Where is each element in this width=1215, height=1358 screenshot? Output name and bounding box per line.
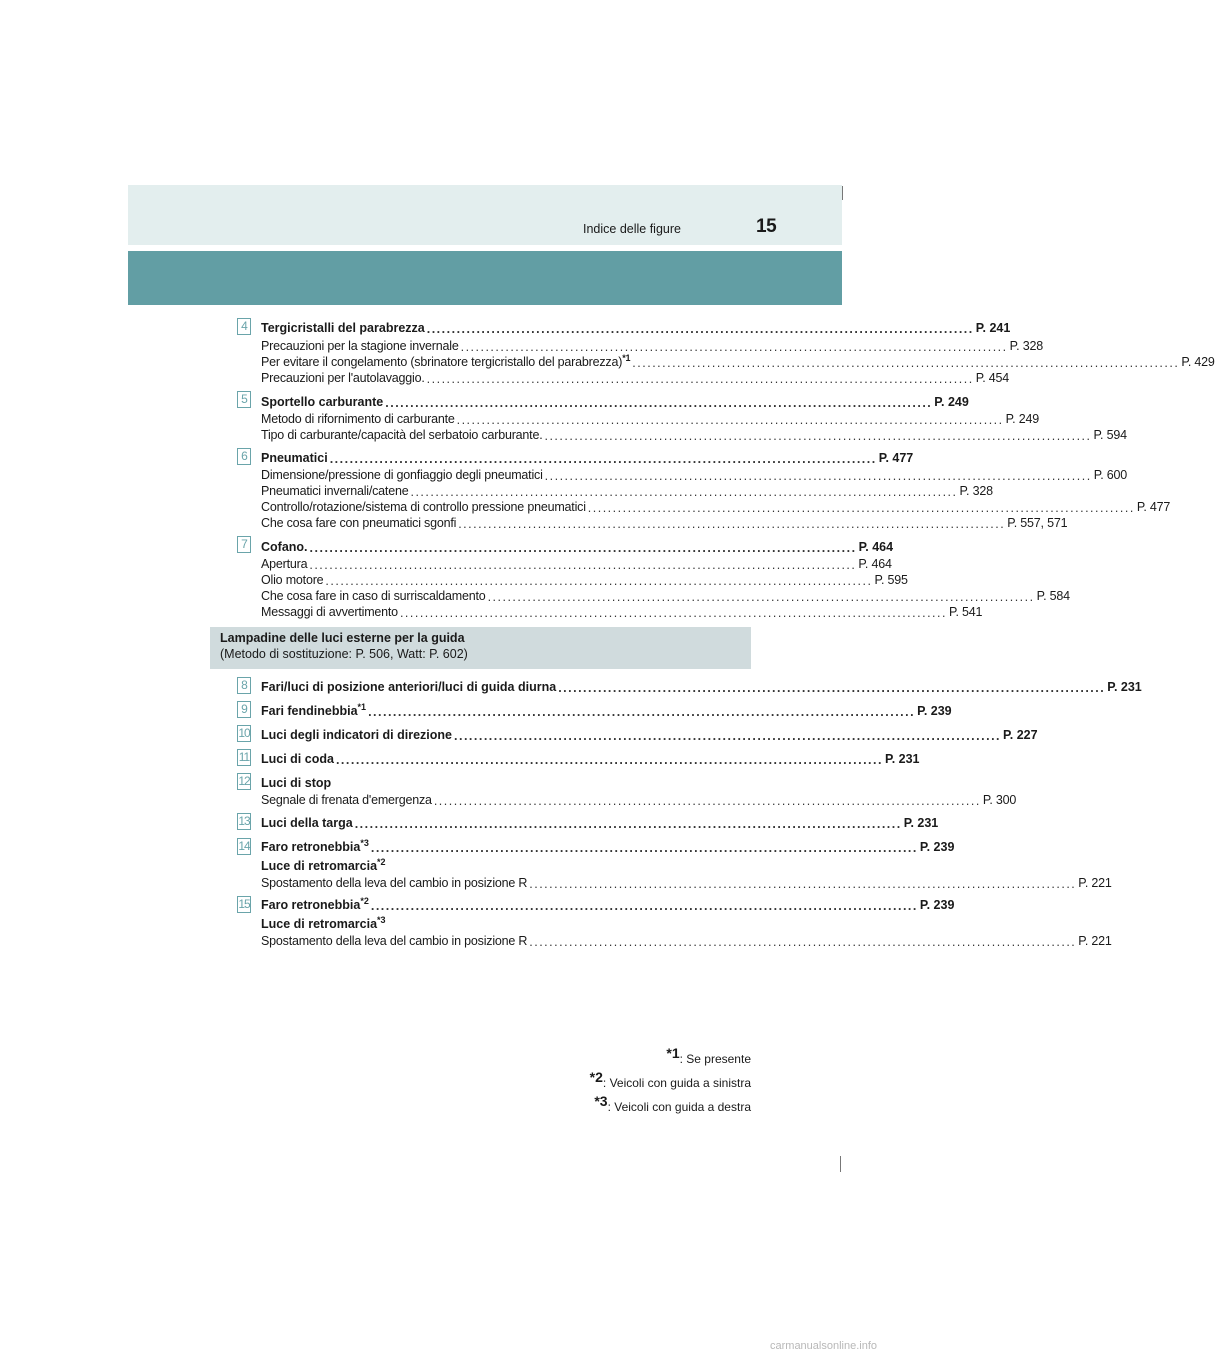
entry-title-secondary: Luce di retromarcia$^{*3}$ (261, 914, 386, 931)
entry-title: Luci della targa (261, 816, 353, 830)
dot-leader: .............................................................................................................. (370, 840, 918, 855)
dot-leader: .............................................................................................................. (335, 752, 883, 767)
sub-entry-text: Per evitare il congelamento (sbrinatore tergicristallo del parabrezza)$^{*1}$ (261, 352, 631, 369)
dot-leader: .............................................................................................................. (426, 371, 974, 386)
page-reference: P. 464 (858, 540, 894, 554)
header-band (128, 185, 842, 245)
callout-number-badge: 6 (237, 448, 251, 465)
page-reference: P. 464 (858, 557, 892, 571)
page-reference: P. 239 (919, 840, 955, 854)
page-reference: P. 541 (948, 605, 983, 619)
crop-mark (840, 1156, 841, 1172)
footnote-marker: *3 (360, 837, 369, 848)
callout-number-badge: 7 (237, 536, 251, 553)
page-reference: P. 429 (1181, 355, 1215, 369)
entry-title: Sportello carburante (261, 395, 384, 409)
sub-entry-line[interactable] (261, 792, 1017, 808)
entry-title-line[interactable] (261, 449, 914, 466)
entry-title: Luci degli indicatori di direzione (261, 728, 452, 742)
sub-entry-line[interactable] (261, 370, 1010, 386)
sub-entry-line[interactable] (261, 572, 908, 588)
dot-leader: .............................................................................................................. (587, 500, 1135, 515)
dot-leader: .............................................................................................................. (368, 704, 916, 719)
callout-number-badge: 9 (237, 701, 251, 718)
dot-leader: .............................................................................................................. (558, 680, 1106, 695)
footnote: $^{*1}$: Se presente (666, 1045, 751, 1066)
sub-entry-line[interactable] (261, 467, 1128, 483)
sub-entry-line[interactable] (261, 515, 1068, 531)
page-reference: P. 557, 571 (1007, 516, 1068, 530)
sub-entry-text: Spostamento della leva del cambio in posizione R (261, 876, 528, 890)
page-reference: P. 231 (1107, 680, 1142, 694)
dot-leader: .............................................................................................................. (309, 540, 857, 555)
entry-title: Faro retronebbia$^{*3}$ (261, 837, 369, 854)
entry-title: Fari fendinebbia$^{*1}$ (261, 701, 367, 718)
page-reference: P. 477 (1136, 500, 1171, 514)
sub-entry-line[interactable] (261, 499, 1171, 515)
sub-entry-line[interactable] (261, 427, 1127, 443)
page-reference: P. 477 (878, 451, 914, 465)
dot-leader: .............................................................................................................. (399, 605, 947, 620)
sub-entry-text: Apertura (261, 557, 308, 571)
dot-leader: .............................................................................................................. (544, 428, 1092, 443)
page-reference: P. 239 (919, 898, 955, 912)
page-reference: P. 454 (975, 371, 1010, 385)
watermark: carmanualsonline.info (770, 1340, 878, 1352)
entry-title: Fari/luci di posizione anteriori/luci di guida diurna (261, 680, 557, 694)
sub-entry-text: Precauzioni per la stagione invernale (261, 339, 459, 353)
entry-title-line[interactable] (261, 701, 952, 719)
sub-entry-text: Che cosa fare in caso di surriscaldamento (261, 589, 486, 603)
dot-leader: .............................................................................................................. (370, 898, 918, 913)
page-reference: P. 600 (1093, 468, 1128, 482)
dot-leader: .............................................................................................................. (329, 451, 877, 466)
sub-entry-text: Olio motore (261, 573, 324, 587)
page-reference: P. 595 (874, 573, 908, 587)
page-reference: P. 231 (884, 752, 920, 766)
dot-leader: .............................................................................................................. (385, 395, 933, 410)
footnote: $^{*3}$: Veicoli con guida a destra (594, 1093, 751, 1114)
page-reference: P. 249 (934, 395, 969, 409)
sub-entry-line[interactable] (261, 556, 892, 572)
sub-entry-line[interactable] (261, 411, 1039, 427)
entry-title: Cofano. (261, 540, 308, 554)
callout-number-badge: 4 (237, 318, 251, 335)
entry-title: Pneumatici (261, 451, 328, 465)
sub-entry-line[interactable] (261, 352, 1215, 370)
footnotes (590, 1044, 751, 1116)
dot-leader: .............................................................................................................. (309, 557, 857, 572)
sub-entry-text: Controllo/rotazione/sistema di controllo pressione pneumatici (261, 500, 586, 514)
dot-leader: .............................................................................................................. (426, 321, 974, 336)
header-accent-band (128, 251, 842, 305)
entry-title: Luci di stop (261, 776, 332, 790)
dot-leader: .............................................................................................................. (487, 589, 1035, 604)
footnote: $^{*2}$: Veicoli con guida a sinistra (589, 1069, 751, 1090)
entry-title-secondary: Luce di retromarcia$^{*2}$ (261, 856, 386, 873)
sub-entry-line[interactable] (261, 933, 1112, 949)
dot-leader: .............................................................................................................. (632, 355, 1180, 370)
section-subtitle: (Metodo di sostituzione: P. 506, Watt: P. 602) (220, 647, 468, 661)
page-reference: P. 328 (1009, 339, 1043, 353)
sub-entry-text: Messaggi di avvertimento (261, 605, 398, 619)
entry-title-line (261, 915, 724, 931)
footnote-marker: *2 (377, 856, 386, 867)
sub-entry-line[interactable] (261, 604, 983, 620)
section-title: Lampadine delle luci esterne per la guida (220, 631, 465, 645)
dot-leader: .............................................................................................................. (433, 793, 981, 808)
entry-title-line (261, 774, 724, 790)
dot-leader: .............................................................................................................. (458, 516, 1006, 531)
sub-entry-text: Dimensione/pressione di gonfiaggio degli pneumatici (261, 468, 543, 482)
dot-leader: .............................................................................................................. (410, 484, 958, 499)
page-reference: P. 221 (1078, 876, 1112, 890)
page-number: 15 (756, 216, 777, 237)
entry-title-line[interactable] (261, 319, 1011, 336)
dot-leader: .............................................................................................................. (454, 728, 1002, 743)
sub-entry-line[interactable] (261, 338, 1043, 354)
page-reference: P. 584 (1036, 589, 1070, 603)
entry-title-line[interactable] (261, 837, 955, 855)
sub-entry-line[interactable] (261, 588, 1070, 604)
dot-leader: .............................................................................................................. (325, 573, 873, 588)
footnote-marker: *2 (360, 895, 369, 906)
sub-entry-text: Segnale di frenata d'emergenza (261, 793, 432, 807)
page-reference: P. 300 (982, 793, 1017, 807)
sub-entry-line[interactable] (261, 875, 1112, 891)
dot-leader: .............................................................................................................. (456, 412, 1004, 427)
callout-number-badge: 8 (237, 677, 251, 694)
callout-number-badge: 14 (238, 839, 250, 853)
sub-entry-text: Precauzioni per l'autolavaggio. (261, 371, 425, 385)
callout-number-badge: 11 (238, 750, 250, 764)
sub-entry-text: Tipo di carburante/capacità del serbatoio carburante. (261, 428, 543, 442)
entry-title-line[interactable] (261, 393, 969, 410)
dot-leader: .............................................................................................................. (460, 339, 1008, 354)
page-reference: P. 241 (975, 321, 1011, 335)
page-reference: P. 231 (903, 816, 939, 830)
entry-title: Faro retronebbia$^{*2}$ (261, 895, 369, 912)
footnote-marker: *1 (357, 701, 367, 712)
callout-number-badge: 15 (238, 897, 250, 911)
page-title: Indice delle figure (583, 222, 681, 236)
entry-title-line[interactable] (261, 726, 1038, 743)
callout-number-badge: 5 (237, 391, 251, 408)
dot-leader: .............................................................................................................. (544, 468, 1092, 483)
dot-leader: .............................................................................................................. (529, 934, 1077, 949)
page-reference: P. 227 (1003, 728, 1038, 742)
page-reference: P. 249 (1005, 412, 1039, 426)
entry-title-line[interactable] (261, 750, 920, 767)
callout-number-badge: 12 (238, 774, 250, 788)
entry-title: Tergicristalli del parabrezza (261, 321, 425, 335)
entry-title-line[interactable] (261, 895, 955, 913)
entry-title: Luci di coda (261, 752, 334, 766)
sub-entry-text: Che cosa fare con pneumatici sgonfi (261, 516, 457, 530)
callout-number-badge: 10 (238, 726, 250, 740)
page-reference: P. 239 (917, 704, 952, 718)
sub-entry-text: Spostamento della leva del cambio in posizione R (261, 934, 528, 948)
sub-entry-line[interactable] (261, 483, 993, 499)
footnote-marker: *3 (377, 914, 386, 925)
page-reference: P. 328 (959, 484, 993, 498)
crop-mark (842, 186, 843, 200)
entry-title-line[interactable] (261, 678, 1142, 695)
entry-title-line[interactable] (261, 814, 939, 831)
sub-entry-text: Metodo di rifornimento di carburante (261, 412, 455, 426)
sub-entry-text: Pneumatici invernali/catene (261, 484, 409, 498)
page-reference: P. 594 (1093, 428, 1127, 442)
dot-leader: .............................................................................................................. (354, 816, 902, 831)
footnote-marker: *1 (622, 352, 631, 363)
dot-leader: .............................................................................................................. (529, 876, 1077, 891)
page-reference: P. 221 (1078, 934, 1112, 948)
entry-title-line (261, 857, 724, 873)
callout-number-badge: 13 (238, 814, 250, 828)
entry-title-line[interactable] (261, 538, 894, 555)
